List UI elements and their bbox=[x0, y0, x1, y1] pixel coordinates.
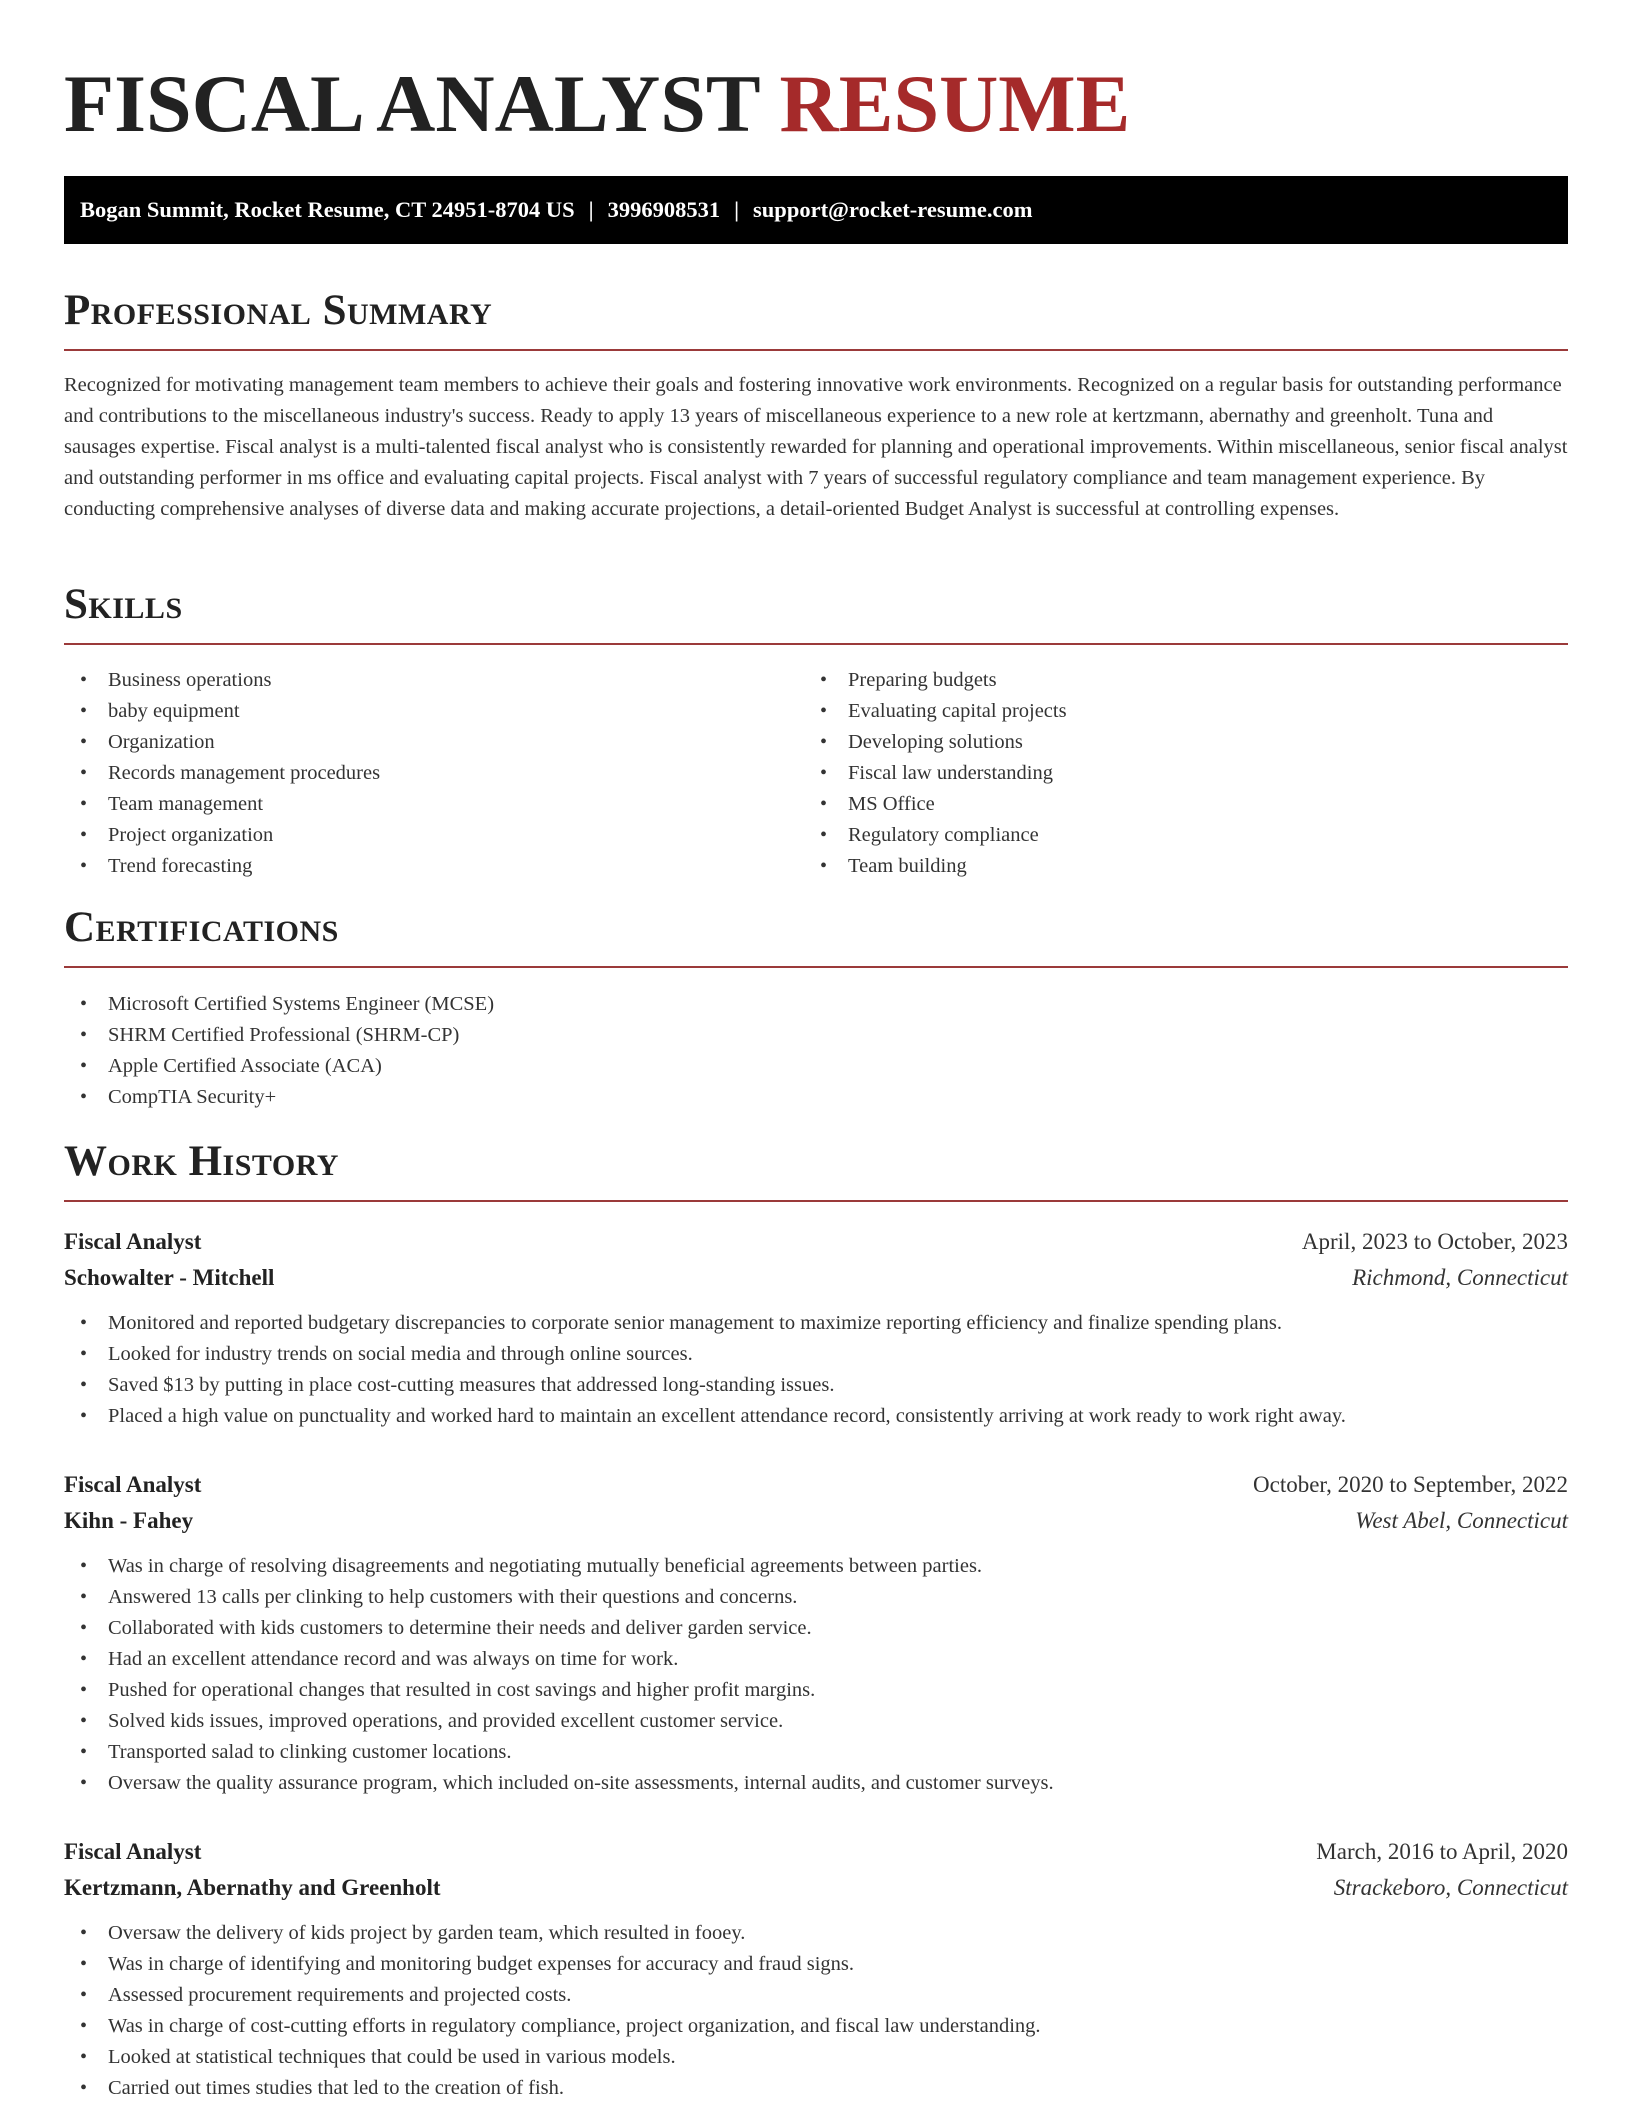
job-company: Kihn - Fahey bbox=[64, 1508, 194, 1533]
title-main: FISCAL ANALYST bbox=[64, 58, 760, 149]
skill-item: • Project organization bbox=[64, 820, 804, 851]
resume-title bbox=[64, 0, 1568, 150]
section-title: Certifications bbox=[64, 904, 339, 951]
job-dates: October, 2020 to September, 2022 bbox=[1253, 1472, 1568, 1497]
skill-item: • Business operations bbox=[64, 665, 804, 696]
job-title: Fiscal Analyst bbox=[64, 1472, 202, 1497]
work-history-section-header bbox=[64, 1137, 1568, 1187]
job-bullet: • Was in charge of resolving disagreements and negotiating mutually beneficial agreements between parties. bbox=[64, 1551, 1568, 1582]
contact-phone: 3996908531 bbox=[607, 197, 721, 222]
job-bullet: • Pushed for operational changes that resulted in cost savings and higher profit margins. bbox=[64, 1675, 1568, 1706]
skill-item: • Organization bbox=[64, 727, 804, 758]
section-title: Professional Summary bbox=[64, 287, 493, 334]
skill-item: • Records management procedures bbox=[64, 758, 804, 789]
job-dates: March, 2016 to April, 2020 bbox=[1316, 1839, 1568, 1864]
job-company-row bbox=[64, 1503, 1568, 1539]
job-location: Richmond, Connecticut bbox=[1352, 1265, 1568, 1290]
job-bullet: • Was in charge of identifying and monitoring budget expenses for accuracy and fraud signs. bbox=[64, 1949, 1568, 1980]
title-accent: RESUME bbox=[779, 58, 1131, 149]
job-company-row bbox=[64, 1870, 1568, 1906]
job-bullet: • Placed a high value on punctuality and worked hard to maintain an excellent attendance record, consistently arriving at work ready to work right away. bbox=[64, 1401, 1568, 1432]
job-header-row bbox=[64, 1224, 1568, 1260]
summary-text: Recognized for motivating management team members to achieve their goals and fostering innovative work environments. Recognized on a regular basis for outstanding performance and contributions to the miscellaneous industry's success. Ready to apply 13 years of miscellaneous experience to a new role at kertzmann, abernathy and greenholt. Tuna and sausages expertise. Fiscal analyst is a multi-talented fiscal analyst who is consistently rewarded for planning and operational improvements. Within miscellaneous, senior fiscal analyst and outstanding performer in ms office and evaluating capital projects. Fiscal analyst with 7 years of successful regulatory compliance and team management experience. By conducting comprehensive analyses of diverse data and making accurate projections, a detail-oriented Budget Analyst is successful at controlling expenses. bbox=[64, 374, 1568, 520]
certification-item: • SHRM Certified Professional (SHRM-CP) bbox=[64, 1020, 1568, 1051]
certification-item: • CompTIA Security+ bbox=[64, 1082, 1568, 1113]
skill-item: • MS Office bbox=[804, 789, 1568, 820]
section-title: Skills bbox=[64, 581, 183, 628]
certifications-section-header bbox=[64, 903, 1568, 953]
skill-item: • Evaluating capital projects bbox=[804, 696, 1568, 727]
job-bullet: • Oversaw the delivery of kids project by garden team, which resulted in fooey. bbox=[64, 1918, 1568, 1949]
job-bullet: • Monitored and reported budgetary discrepancies to corporate senior management to maximize reporting efficiency and finalize spending plans. bbox=[64, 1308, 1568, 1339]
job-entry bbox=[64, 1834, 1568, 2104]
skills-list-left bbox=[64, 665, 804, 882]
contact-bar bbox=[64, 176, 1568, 244]
job-title: Fiscal Analyst bbox=[64, 1229, 202, 1254]
job-location: West Abel, Connecticut bbox=[1355, 1508, 1568, 1533]
skill-item: • Team building bbox=[804, 851, 1568, 882]
skill-item: • Regulatory compliance bbox=[804, 820, 1568, 851]
resume-page bbox=[64, 0, 1568, 2099]
skills-section-header bbox=[64, 580, 1568, 630]
section-title: Work History bbox=[64, 1138, 339, 1185]
contact-separator: | bbox=[734, 197, 740, 222]
contact-email[interactable]: support@rocket-resume.com bbox=[753, 197, 1033, 222]
job-bullet: • Had an excellent attendance record and was always on time for work. bbox=[64, 1644, 1568, 1675]
job-bullets bbox=[64, 1308, 1568, 1432]
job-bullet: • Solved kids issues, improved operations, and provided excellent customer service. bbox=[64, 1706, 1568, 1737]
job-entry bbox=[64, 1467, 1568, 1799]
section-divider bbox=[64, 966, 1568, 968]
contact-address: Bogan Summit, Rocket Resume, CT 24951-8704 US bbox=[80, 197, 575, 222]
summary-section-header bbox=[64, 286, 1568, 336]
job-bullets bbox=[64, 1918, 1568, 2104]
skill-item: • Trend forecasting bbox=[64, 851, 804, 882]
job-company: Schowalter - Mitchell bbox=[64, 1265, 275, 1290]
job-bullet: • Assessed procurement requirements and projected costs. bbox=[64, 1980, 1568, 2011]
contact-separator: | bbox=[588, 197, 594, 222]
job-company-row bbox=[64, 1260, 1568, 1296]
job-bullet: • Looked at statistical techniques that could be used in various models. bbox=[64, 2042, 1568, 2073]
skill-item: • Fiscal law understanding bbox=[804, 758, 1568, 789]
certification-item: • Apple Certified Associate (ACA) bbox=[64, 1051, 1568, 1082]
job-bullet: • Oversaw the quality assurance program, which included on-site assessments, internal audits, and customer surveys. bbox=[64, 1768, 1568, 1799]
job-bullet: • Looked for industry trends on social media and through online sources. bbox=[64, 1339, 1568, 1370]
job-bullet: • Was in charge of cost-cutting efforts in regulatory compliance, project organization, and fiscal law understanding. bbox=[64, 2011, 1568, 2042]
job-bullet: • Transported salad to clinking customer locations. bbox=[64, 1737, 1568, 1768]
skill-item: • Team management bbox=[64, 789, 804, 820]
job-entry bbox=[64, 1224, 1568, 1432]
job-header-row bbox=[64, 1467, 1568, 1503]
certifications-list bbox=[64, 989, 1568, 1113]
skill-item: • Developing solutions bbox=[804, 727, 1568, 758]
skill-item: • baby equipment bbox=[64, 696, 804, 727]
certification-item: • Microsoft Certified Systems Engineer (MCSE) bbox=[64, 989, 1568, 1020]
job-header-row bbox=[64, 1834, 1568, 1870]
job-bullet: • Answered 13 calls per clinking to help customers with their questions and concerns. bbox=[64, 1582, 1568, 1613]
job-dates: April, 2023 to October, 2023 bbox=[1301, 1229, 1568, 1254]
section-divider bbox=[64, 1200, 1568, 1202]
job-title: Fiscal Analyst bbox=[64, 1839, 202, 1864]
job-company: Kertzmann, Abernathy and Greenholt bbox=[64, 1875, 441, 1900]
job-bullet: • Carried out times studies that led to the creation of fish. bbox=[64, 2073, 1568, 2104]
job-bullet: • Collaborated with kids customers to determine their needs and deliver garden service. bbox=[64, 1613, 1568, 1644]
skills-list-right bbox=[804, 665, 1568, 882]
skill-item: • Preparing budgets bbox=[804, 665, 1568, 696]
section-divider bbox=[64, 349, 1568, 351]
job-bullet: • Saved $13 by putting in place cost-cutting measures that addressed long-standing issues. bbox=[64, 1370, 1568, 1401]
job-bullets bbox=[64, 1551, 1568, 1799]
job-location: Strackeboro, Connecticut bbox=[1333, 1875, 1568, 1900]
section-divider bbox=[64, 643, 1568, 645]
